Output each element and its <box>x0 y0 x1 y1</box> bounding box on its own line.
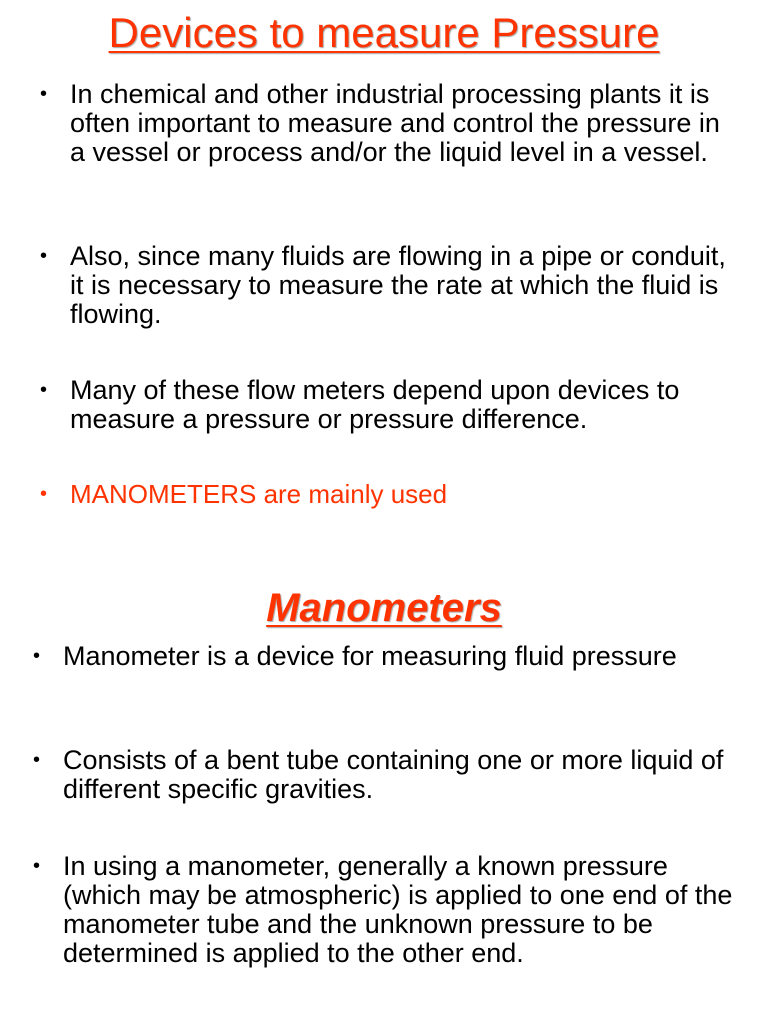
bullet-text: Many of these flow meters depend upon devices to measure a pressure or pressure difference. <box>70 375 680 434</box>
bullet-dot-icon: • <box>33 645 41 667</box>
bullet-list-devices <box>40 80 730 530</box>
bullet-dot-icon: • <box>40 83 48 105</box>
bullet-dot-icon: • <box>33 855 41 877</box>
bullet-dot-icon: • <box>33 749 41 771</box>
bullet-text: Also, since many fluids are flowing in a pipe or conduit, it is necessary to measure the rate at which the fluid is flowing. <box>70 241 726 329</box>
bullet-text: Consists of a bent tube containing one or more liquid of different specific gravities. <box>63 745 724 804</box>
bullet-list-manometers <box>33 642 733 1002</box>
bullet-text: In chemical and other industrial processing plants it is often important to measure and control the pressure in a vessel or process and/or the liquid level in a vessel. <box>70 79 720 167</box>
section-title-manometers: Manometers <box>266 586 502 630</box>
bullet-text: Manometer is a device for measuring fluid pressure <box>63 641 677 671</box>
bullet-dot-icon: • <box>40 245 48 267</box>
bullet-dot-icon: • <box>40 379 48 401</box>
bullet-dot-icon: • <box>40 483 48 505</box>
section-title-devices: Devices to measure Pressure <box>108 9 660 56</box>
bullet-text: In using a manometer, generally a known pressure (which may be atmospheric) is applied to one end of the manometer tube and the unknown pressure to be determined is applied to the other end. <box>63 851 733 968</box>
bullet-text: MANOMETERS are mainly used <box>70 479 448 509</box>
